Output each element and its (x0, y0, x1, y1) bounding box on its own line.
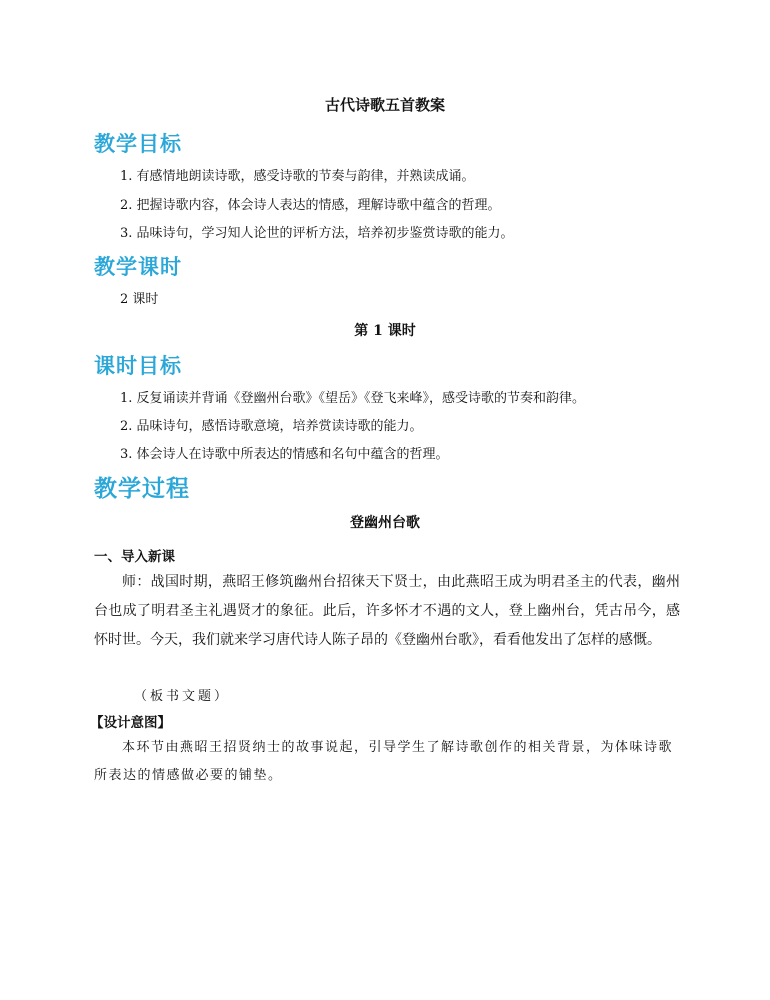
step-1-paragraph: 师：战国时期，燕昭王修筑幽州台招徕天下贤士，由此燕昭王成为明君圣主的代表，幽州台也成了明君圣主礼遇贤才的象征。此后，许多怀才不遇的文人，登上幽州台，凭古吊今，感怀时世。今天，我们就来学习唐代诗人陈子昂的《登幽州台歌》，看看他发出了怎样的感慨。 (94, 574, 680, 648)
lesson-goal-item-3: 3. 体会诗人在诗歌中所表达的情感和名句中蕴含的哲理。 (120, 447, 449, 462)
poem-title: 登幽州台歌 (350, 515, 420, 531)
teaching-hours-value: 2 课时 (120, 292, 159, 307)
lesson-goal-item-1: 1. 反复诵读并背诵《登幽州台歌》《望岳》《登飞来峰》，感受诗歌的节奏和韵律。 (120, 391, 586, 406)
heading-lesson-goals: 课时目标 (94, 354, 182, 378)
lesson-goal-item-2: 2. 品味诗句，感悟诗歌意境，培养赏读诗歌的能力。 (120, 419, 423, 434)
heading-teaching-process: 教学过程 (94, 476, 190, 502)
heading-teaching-goals: 教学目标 (94, 132, 182, 156)
design-intent-label: 【设计意图】 (90, 715, 171, 731)
board-note: （板书文题） (134, 689, 231, 704)
heading-teaching-hours: 教学课时 (94, 255, 182, 279)
goal-item-1: 1. 有感情地朗读诗歌，感受诗歌的节奏与韵律，并熟读成诵。 (120, 169, 475, 184)
goal-item-2: 2. 把握诗歌内容，体会诗人表达的情感，理解诗歌中蕴含的哲理。 (120, 198, 501, 213)
design-intent-paragraph: 本环节由燕昭王招贤纳士的故事说起，引导学生了解诗歌创作的相关背景，为体味诗歌所表达的情感做必要的铺垫。 (94, 740, 674, 783)
step-1-label: 一、导入新课 (94, 549, 175, 565)
lesson-1-title: 第 1 课时 (354, 323, 416, 339)
goal-item-3: 3. 品味诗句，学习知人论世的评析方法，培养初步鉴赏诗歌的能力。 (120, 226, 514, 241)
document-title: 古代诗歌五首教案 (324, 96, 445, 114)
